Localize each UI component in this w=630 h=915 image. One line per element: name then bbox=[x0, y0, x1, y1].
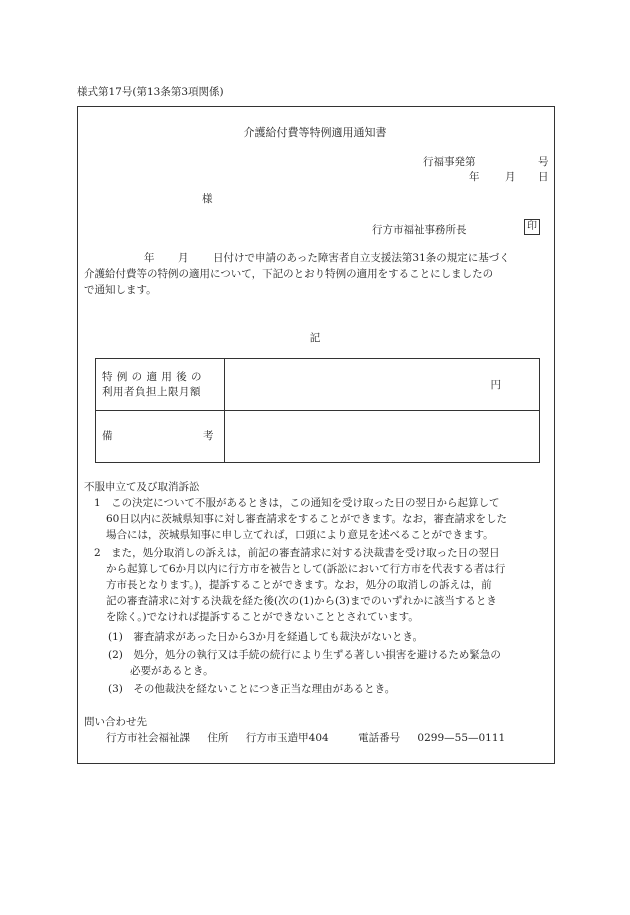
intro-month: 月 bbox=[178, 252, 189, 264]
appeal-sub3: (3) その他裁決を経ないことにつき正当な理由があるとき。 bbox=[108, 683, 396, 695]
remarks-label-cell bbox=[96, 411, 225, 463]
doc-number-suffix: 号 bbox=[538, 156, 549, 168]
contact-office: 行方市社会福祉課 bbox=[106, 732, 190, 744]
document-title: 介護給付費等特例適用通知書 bbox=[243, 126, 387, 139]
table-row bbox=[96, 359, 540, 411]
limit-label-cell bbox=[96, 359, 225, 411]
limit-value-cell bbox=[225, 359, 540, 411]
amount-table bbox=[95, 358, 540, 463]
intro-year: 年 bbox=[144, 252, 155, 264]
recipient-suffix: 様 bbox=[202, 193, 213, 205]
contact-phone-label: 電話番号 bbox=[358, 732, 401, 744]
contact-row bbox=[106, 730, 519, 745]
appeal-sub2-line1: (2) 処分，処分の執行又は手続の続行により生ずる著しい損害を避けるため緊急の bbox=[108, 649, 501, 661]
doc-number-prefix: 行福事発第 bbox=[423, 156, 476, 168]
appeal-sub2-line2: 必要があるとき。 bbox=[130, 665, 214, 677]
appeal-item2-line1: 2 また，処分取消しの訴えは，前記の審査請求に対する決裁書を受け取った日の翌日 bbox=[94, 547, 500, 559]
yen-unit: 円 bbox=[490, 379, 501, 391]
appeal-heading: 不服申立て及び取消訴訟 bbox=[84, 481, 200, 493]
date-month: 月 bbox=[505, 171, 516, 183]
contact-heading: 問い合わせ先 bbox=[84, 716, 147, 728]
limit-label-line2: 利用者負担上限月額 bbox=[102, 385, 201, 398]
date-year: 年 bbox=[469, 171, 480, 183]
table-row bbox=[96, 411, 540, 463]
contact-address: 行方市玉造甲404 bbox=[245, 732, 329, 744]
issuer-name: 行方市福祉事務所長 bbox=[372, 224, 467, 236]
appeal-sub1: (1) 審査請求があった日から3か月を経過しても裁決がないとき。 bbox=[108, 631, 424, 643]
remarks-label-a: 備 bbox=[102, 430, 113, 442]
appeal-item2-line4: 記の審査請求に対する決裁を経た後(次の(1)から(3)までのいずれかに該当するとき bbox=[106, 595, 497, 607]
appeal-item2-line3: 方市長となります。)，提訴することができます。なお，処分の取消しの訴えは，前 bbox=[106, 579, 492, 591]
appeal-item1-line3: 場合には，茨城県知事に申し立てれば，口頭により意見を述べることができます。 bbox=[106, 529, 494, 541]
intro-line1: 日付けで申請のあった障害者自立支援法第31条の規定に基づく bbox=[213, 252, 510, 264]
contact-phone: 0299—55—0111 bbox=[417, 732, 506, 744]
appeal-item1-line2: 60日以内に茨城県知事に対し審査請求をすることができます。なお，審査請求をした bbox=[106, 513, 508, 525]
date-day: 日 bbox=[538, 171, 549, 183]
intro-line2: 介護給付費等の特例の適用について，下記のとおり特例の適用をすることにしましたの bbox=[84, 268, 494, 280]
contact-address-label: 住所 bbox=[207, 732, 229, 744]
remarks-value-cell bbox=[225, 411, 540, 463]
appeal-item2-line2: から起算して6か月以内に行方市を被告として(訴訟において行方市を代表する者は行 bbox=[106, 563, 506, 575]
appeal-item1-line1: 1 この決定について不服があるときは，この通知を受け取った日の翌日から起算して bbox=[94, 497, 500, 509]
limit-label-line1: 特 例 の 適 用 後 の bbox=[102, 370, 203, 383]
remarks-label-b: 考 bbox=[203, 430, 214, 442]
ki-heading: 記 bbox=[309, 332, 321, 344]
intro-line3: で通知します。 bbox=[84, 284, 157, 296]
appeal-item2-line5: を除く。)でなければ提訴することができないこととされています。 bbox=[106, 611, 419, 623]
seal-mark: 印 bbox=[524, 219, 540, 235]
form-number-label: 様式第17号(第13条第3項関係) bbox=[77, 86, 224, 98]
